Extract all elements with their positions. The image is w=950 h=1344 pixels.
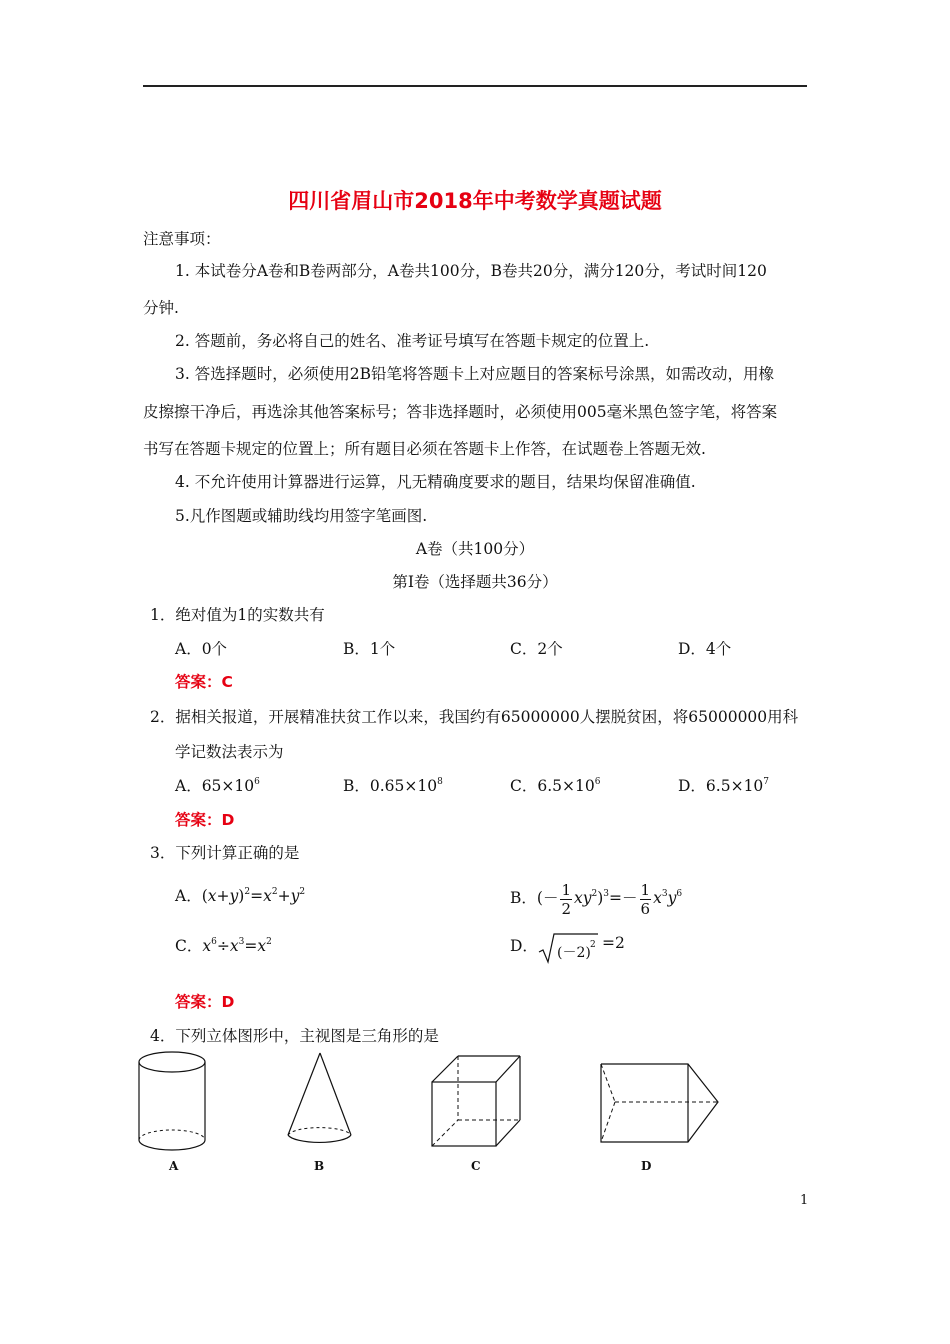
question-2-option-c: C．$6.5\times 10^6$ bbox=[510, 777, 601, 795]
notice-item-3-line-2: 皮擦擦干净后，再选涂其他答案标号；答非选择题时，必须使用005毫米黑色签字笔，将答案 bbox=[143, 403, 778, 421]
question-1-option-c: C．2个 bbox=[510, 640, 563, 658]
question-1-option-d: D．4个 bbox=[678, 640, 732, 658]
question-3-option-c: C．$x^6\div x^3=x^2$ bbox=[175, 937, 272, 955]
page-title: 四川省眉山市2018年中考数学真题试题 bbox=[288, 189, 662, 213]
question-1-option-b: B．1个 bbox=[343, 640, 396, 658]
notice-item-3-line-3: 书写在答题卡规定的位置上；所有题目必须在答题卡上作答，在试题卷上答题无效. bbox=[143, 440, 706, 458]
notice-item-5: 5.凡作图题或辅助线均用签字笔画图. bbox=[175, 507, 428, 525]
notice-item-1-line-1: 1. 本试卷分A卷和B卷两部分，A卷共100分，B卷共20分，满分120分，考试时间120 bbox=[175, 262, 767, 280]
question-3-option-b: B．(－ $\frac{1}{2}$ $xy^2)^3=-$ $\frac{1}{6}$ $x^3y^6$ bbox=[510, 880, 683, 918]
section-a-heading: A卷（共100分） bbox=[415, 540, 535, 558]
question-3-option-d-tail: =2 bbox=[602, 934, 625, 952]
question-3-answer: 答案：D bbox=[175, 993, 235, 1011]
notice-item-2: 2. 答题前，务必将自己的姓名、准考证号填写在答题卡规定的位置上. bbox=[175, 332, 650, 350]
sqrt-sign-icon bbox=[538, 930, 600, 968]
question-1-answer: 答案：C bbox=[175, 673, 233, 691]
page-number: 1 bbox=[800, 1193, 809, 1208]
question-2-stem-line-1: 2．据相关报道，开展精准扶贫工作以来，我国约有65000000人摆脱贫困，将65000000用科 bbox=[150, 708, 799, 726]
question-3-option-d-label: D． bbox=[510, 937, 538, 955]
fraction-one-half: $\frac{1}{2}$ bbox=[561, 880, 571, 918]
notice-heading: 注意事项： bbox=[143, 230, 221, 248]
question-2-option-a: A．$65\times 10^6$ bbox=[175, 777, 260, 795]
figure-label-d: D bbox=[641, 1159, 652, 1173]
question-1-stem: 1．绝对值为1的实数共有 bbox=[150, 606, 325, 624]
cube-figure-icon bbox=[428, 1054, 524, 1150]
section-1-heading: 第Ⅰ卷（选择题共36分） bbox=[392, 573, 558, 591]
figure-label-b: B bbox=[314, 1159, 325, 1173]
question-3-option-a: A．$(x+y)^2=x^2+y^2$ bbox=[175, 887, 306, 905]
notice-item-4: 4. 不允许使用计算器进行运算，凡无精确度要求的题目，结果均保留准确值. bbox=[175, 473, 696, 491]
svg-text:(－2): (－2) bbox=[557, 945, 591, 961]
question-2-answer: 答案：D bbox=[175, 811, 235, 829]
svg-text:2: 2 bbox=[590, 940, 596, 950]
question-4-stem: 4．下列立体图形中，主视图是三角形的是 bbox=[150, 1027, 439, 1045]
cone-figure-icon bbox=[284, 1050, 356, 1150]
notice-item-3-line-1: 3. 答选择题时，必须使用2B铅笔将答题卡上对应题目的答案标号涂黑，如需改动，用橡 bbox=[175, 365, 774, 383]
fraction-one-sixth: $\frac{1}{6}$ bbox=[640, 880, 651, 918]
question-3-stem: 3．下列计算正确的是 bbox=[150, 844, 300, 862]
question-1-option-a: A．0个 bbox=[175, 640, 228, 658]
figure-label-a: A bbox=[169, 1159, 179, 1173]
cylinder-figure-icon bbox=[136, 1050, 216, 1160]
question-2-option-d: D．$6.5\times 10^7$ bbox=[678, 777, 770, 795]
question-2-stem-line-2: 学记数法表示为 bbox=[175, 743, 284, 761]
question-2-option-b: B．$0.65\times 10^8$ bbox=[343, 777, 443, 795]
notice-item-1-line-2: 分钟. bbox=[143, 299, 179, 317]
figure-label-c: C bbox=[471, 1159, 481, 1173]
header-rule bbox=[143, 85, 807, 87]
triangular-prism-figure-icon bbox=[598, 1060, 722, 1146]
